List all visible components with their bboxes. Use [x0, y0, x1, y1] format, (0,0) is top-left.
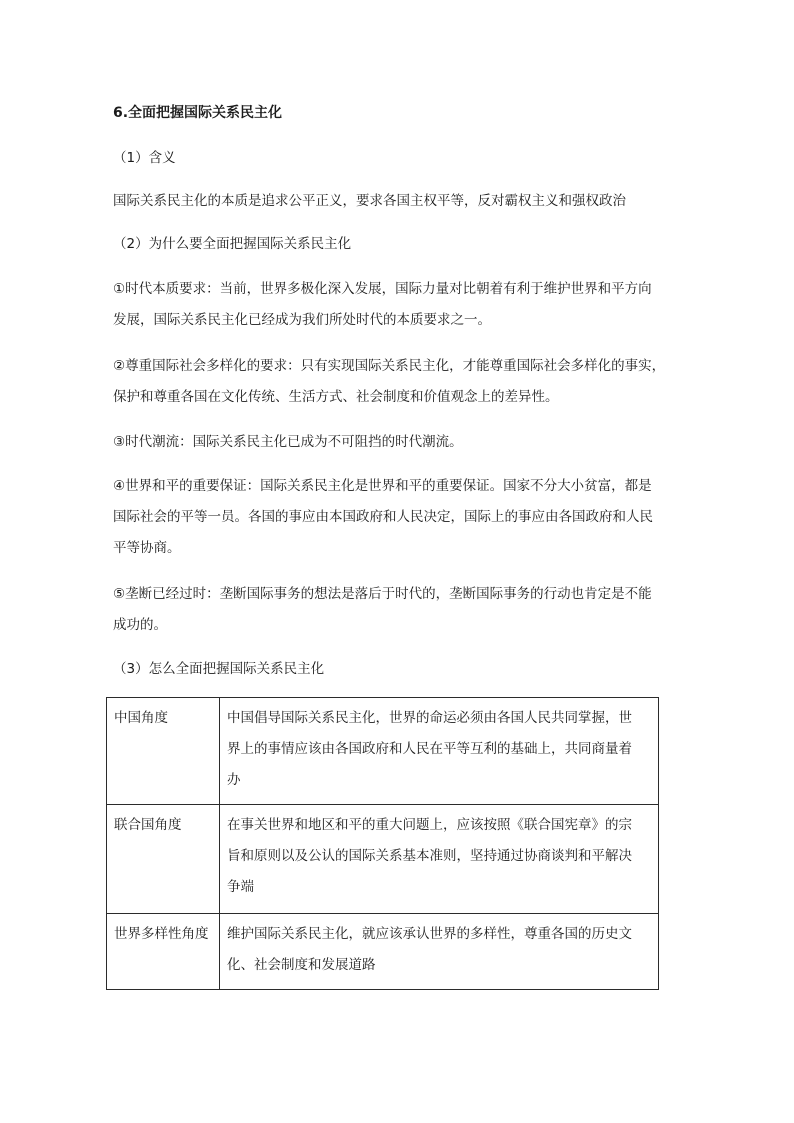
- subsection-title-why: （2）为什么要全面把握国际关系民主化: [113, 236, 352, 252]
- reason-point-2: [113, 351, 683, 413]
- meaning-paragraph: 国际关系民主化的本质是追求公平正义，要求各国主权平等，反对霸权主义和强权政治: [113, 193, 626, 209]
- table-row-label: 联合国角度: [107, 805, 220, 914]
- table-cell-line: 中国倡导国际关系民主化，世界的命运必须由各国人民共同掌握，世: [227, 710, 632, 726]
- table-cell-line: 界上的事情应该由各国政府和人民在平等互利的基础上，共同商量着: [227, 741, 632, 757]
- reason-point-5: [113, 579, 683, 641]
- table-cell-line: 化、社会制度和发展道路: [227, 957, 376, 973]
- subsection-title-how: （3）怎么全面把握国际关系民主化: [113, 661, 325, 677]
- reason-point-line: 国际社会的平等一员。各国的事应由本国政府和人民决定，国际上的事应由各国政府和人民: [113, 509, 653, 525]
- table-cell-line: 在事关世界和地区和平的重大问题上，应该按照《联合国宪章》的宗: [227, 817, 632, 833]
- table-row-content: [220, 698, 659, 805]
- table-cell-line: 维护国际关系民主化，就应该承认世界的多样性，尊重各国的历史文: [227, 926, 632, 942]
- table-cell-line: 旨和原则以及公认的国际关系基本准则，坚持通过协商谈判和平解决: [227, 848, 632, 864]
- reason-point-line: 发展，国际关系民主化已经成为我们所处时代的本质要求之一。: [113, 312, 491, 328]
- table-row-content: [220, 805, 659, 914]
- reason-point-line: 成功的。: [113, 617, 167, 633]
- reason-point-line: ①时代本质要求：当前，世界多极化深入发展，国际力量对比朝着有利于维护世界和平方向: [113, 281, 652, 297]
- table-row: [107, 698, 659, 805]
- reason-point-line: ④世界和平的重要保证：国际关系民主化是世界和平的重要保证。国家不分大小贫富，都是: [113, 478, 652, 494]
- table-row: [107, 805, 659, 914]
- reason-point-line: 平等协商。: [113, 540, 181, 556]
- table-cell-line: 办: [227, 772, 241, 788]
- section-heading: 6.全面把握国际关系民主化: [113, 105, 283, 121]
- subsection-title-meaning: （1）含义: [113, 150, 176, 166]
- reason-point-4: [113, 471, 683, 564]
- table-row-label: 中国角度: [107, 698, 220, 805]
- reason-point-line: ③时代潮流：国际关系民主化已成为不可阻挡的时代潮流。: [113, 434, 463, 450]
- table-row-content: [220, 914, 659, 990]
- reason-point-line: ⑤垄断已经过时：垄断国际事务的想法是落后于时代的，垄断国际事务的行动也肯定是不能: [113, 586, 652, 602]
- reason-point-1: [113, 274, 683, 336]
- reason-point-3: [113, 427, 683, 458]
- reason-point-line: ②尊重国际社会多样化的要求：只有实现国际关系民主化，才能尊重国际社会多样化的事实，: [113, 358, 666, 374]
- measures-table: [106, 697, 659, 990]
- table-cell-line: 争端: [227, 879, 254, 895]
- table-row: [107, 914, 659, 990]
- reason-point-line: 保护和尊重各国在文化传统、生活方式、社会制度和价值观念上的差异性。: [113, 389, 559, 405]
- table-row-label: 世界多样性角度: [107, 914, 220, 990]
